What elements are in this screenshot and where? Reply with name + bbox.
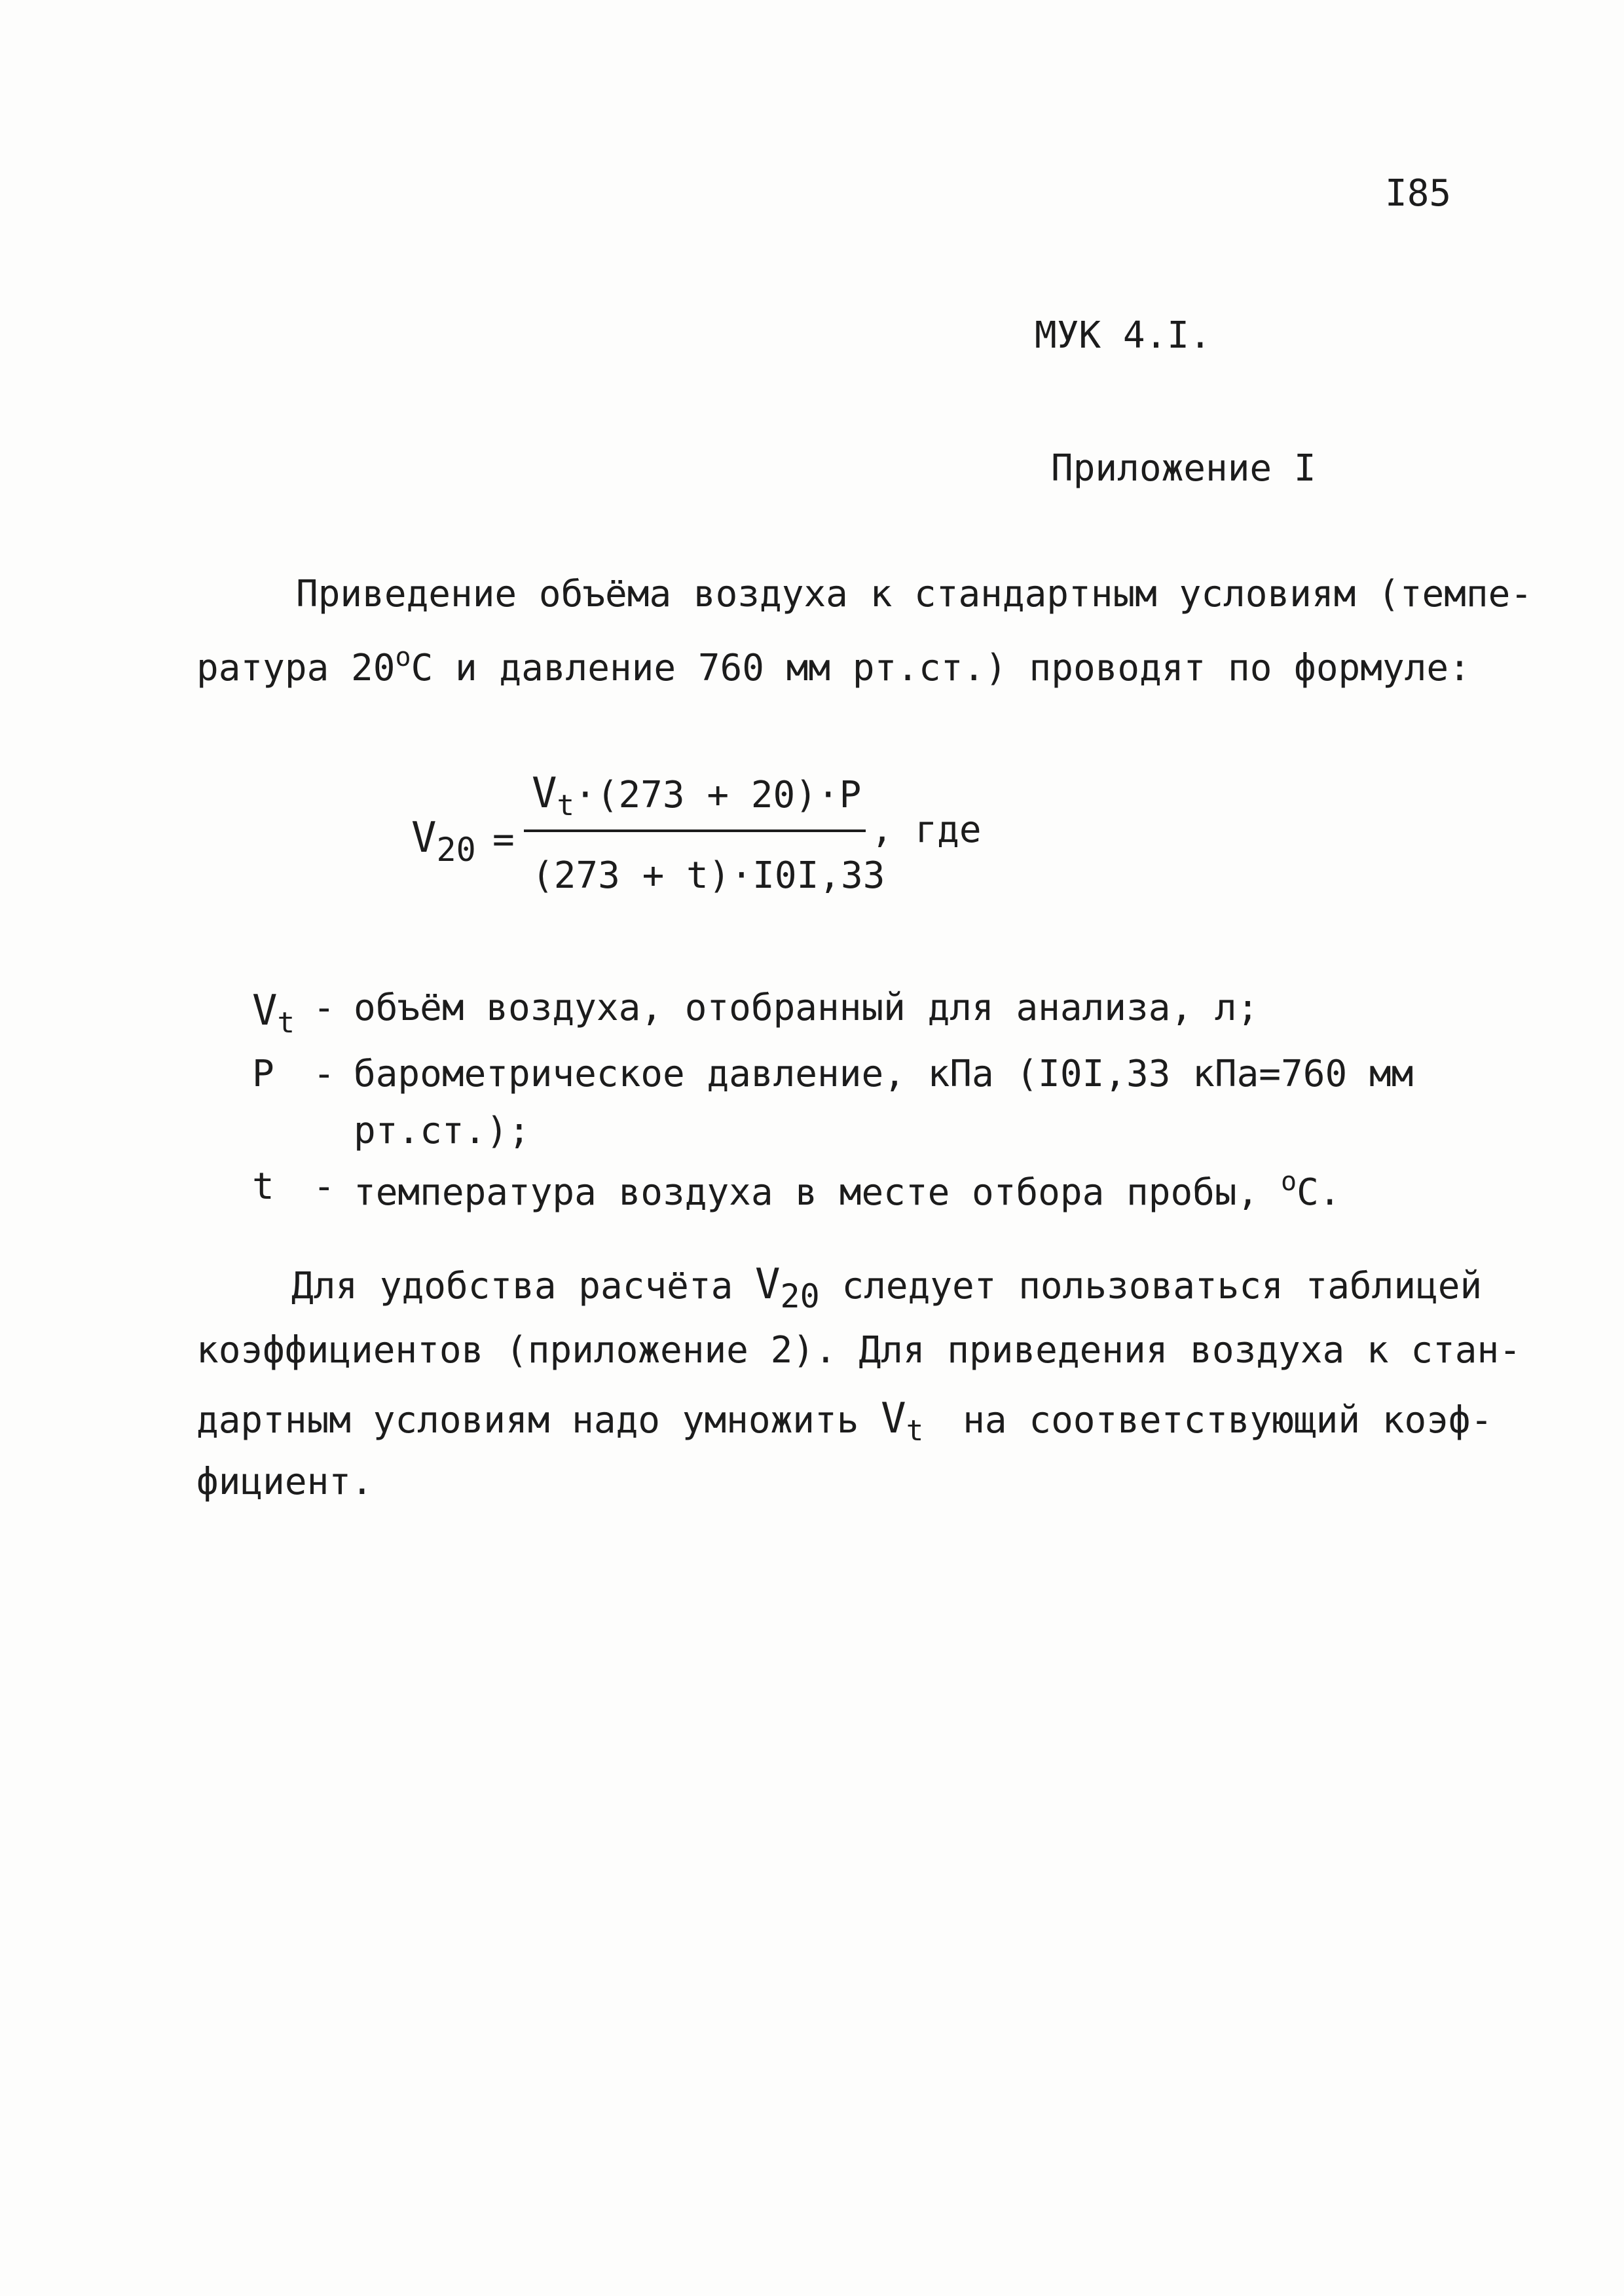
def-symbol-p: P xyxy=(252,1053,274,1095)
para2-line-2: коэффициентов (приложение 2). Для приведения воздуха к стан- xyxy=(196,1329,1521,1372)
def-vt-sub: t xyxy=(277,1006,295,1040)
formula-numerator xyxy=(532,769,862,822)
formula-num-var: V xyxy=(532,769,557,818)
formula-num-sub: t xyxy=(557,789,575,822)
def-dash: - xyxy=(313,1053,335,1095)
degree-sign: о xyxy=(1281,1167,1297,1197)
formula-equals: = xyxy=(492,818,515,861)
formula-denominator xyxy=(532,854,885,897)
para2-l3-sub: t xyxy=(906,1414,924,1448)
def-t-text-b: С. xyxy=(1297,1171,1341,1214)
def-text-t xyxy=(354,1167,1341,1214)
para2-l3-a: дартным условиям надо умножить xyxy=(196,1399,881,1442)
def-dash: - xyxy=(313,1165,335,1208)
page-number: I85 xyxy=(1385,172,1452,215)
para2-l1-b: следует пользоваться таблицей xyxy=(819,1265,1483,1307)
formula-den-b: )·I0I,33 xyxy=(708,854,885,897)
intro-text-b: С и давление 760 мм рт.ст.) проводят по формуле: xyxy=(411,647,1471,689)
para2-line-4: фициент. xyxy=(196,1461,373,1503)
para2-line-1 xyxy=(291,1260,1483,1315)
def-vt-var: V xyxy=(252,987,278,1035)
formula-lhs xyxy=(411,814,476,869)
def-symbol-t: t xyxy=(252,1165,274,1208)
formula-where: , где xyxy=(871,809,982,851)
def-text-p: барометрическое давление, кПа (I0I,33 кПа=760 мм xyxy=(354,1053,1414,1095)
para2-l1-a: Для удобства расчёта xyxy=(291,1265,756,1307)
def-dash: - xyxy=(313,987,335,1029)
formula-num-rest: ·(273 + 20)·P xyxy=(574,774,862,816)
para2-l3-var: V xyxy=(881,1394,906,1443)
para2-sub: 20 xyxy=(780,1277,820,1315)
para2-line-3 xyxy=(196,1394,1493,1448)
formula-lhs-var: V xyxy=(411,814,437,862)
fraction-bar xyxy=(524,829,866,832)
def-text-vt: объём воздуха, отобранный для анализа, л; xyxy=(354,987,1259,1029)
document-code: МУК 4.I. xyxy=(1035,314,1211,357)
intro-line-1: Приведение объёма воздуха к стандартным условиям (темпе- xyxy=(296,573,1533,615)
appendix-title: Приложение I xyxy=(1051,447,1316,490)
formula-lhs-sub: 20 xyxy=(436,831,476,869)
intro-text-a: ратура 20 xyxy=(196,647,396,689)
para2-var: V xyxy=(755,1260,781,1309)
def-t-text-a: температура воздуха в месте отбора пробы, xyxy=(354,1171,1282,1214)
def-text-p-cont: рт.ст.); xyxy=(354,1110,530,1152)
para2-l3-b: на соответствующий коэф- xyxy=(963,1399,1493,1442)
degree-sign: о xyxy=(395,642,411,672)
formula-den-t: t xyxy=(686,854,709,897)
def-symbol-vt xyxy=(252,987,295,1040)
formula-den-a: (273 + xyxy=(532,854,687,897)
intro-line-2 xyxy=(196,644,1471,687)
